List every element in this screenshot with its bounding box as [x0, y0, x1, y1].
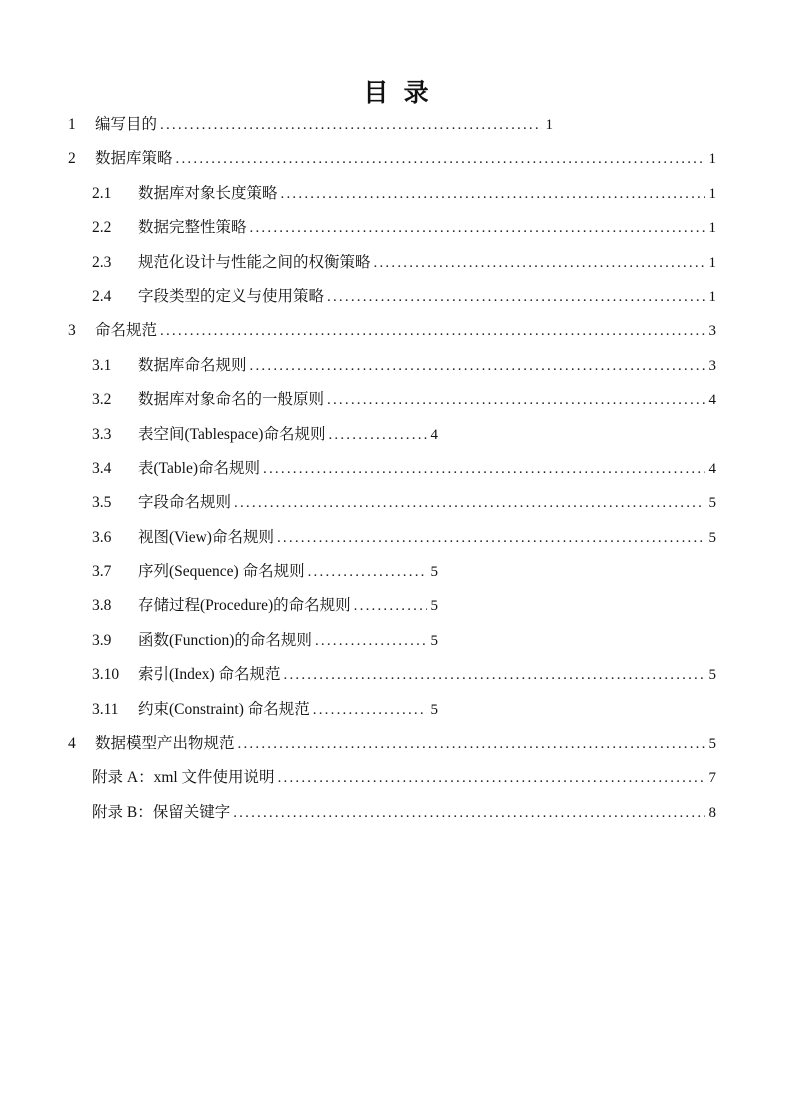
toc-entry-number: 4: [68, 735, 76, 753]
toc-entry-label: 命名规范: [95, 322, 158, 340]
toc-entry-page: 4: [708, 460, 716, 477]
toc-entry-page: 4: [708, 392, 716, 409]
toc-entry-label: 数据完整性策略: [138, 219, 247, 237]
toc-entry-label: 序列(Sequence) 命名规则: [138, 563, 305, 581]
toc-entry-label: 附录 B：保留关键字: [92, 803, 231, 821]
toc-entry-page: 5: [430, 701, 438, 718]
toc-entry-row: [68, 452, 716, 486]
dot-leader: [233, 796, 704, 830]
toc-entry-row: [68, 246, 716, 280]
dot-leader: [308, 555, 427, 589]
dot-leader: [176, 142, 705, 176]
toc-entry-number: 3.10: [92, 666, 120, 684]
toc-entry-page: 1: [708, 185, 716, 202]
toc-entry-page: 5: [708, 736, 716, 753]
toc-entry-label: 数据库命名规则: [138, 356, 247, 374]
toc-entry-row: [68, 658, 716, 692]
dot-leader: [284, 658, 705, 692]
toc-list: [68, 108, 716, 830]
toc-entry-label: 函数(Function)的命名规则: [138, 631, 312, 649]
toc-entry-number: 1: [68, 116, 76, 133]
toc-entry-number: 3.9: [92, 631, 112, 649]
dot-leader: [327, 383, 704, 417]
toc-entry-number: 3: [68, 322, 76, 340]
toc-entry-label: 字段命名规则: [138, 494, 232, 512]
toc-entry-page: 1: [708, 254, 716, 271]
toc-entry-page: 8: [708, 804, 716, 821]
dot-leader: [160, 314, 704, 348]
toc-entry-page: 3: [708, 323, 716, 340]
toc-entry-label: 编写目的: [95, 116, 158, 133]
dot-leader: [327, 280, 704, 314]
toc-entry-number: 2.1: [92, 184, 112, 202]
toc-entry-page: 3: [708, 357, 716, 374]
toc-entry-row: [68, 727, 716, 761]
toc-entry-number: 2.3: [92, 253, 112, 271]
dot-leader: [277, 521, 705, 555]
toc-entry-number: 3.4: [92, 459, 112, 477]
toc-entry-page: 5: [430, 632, 438, 649]
toc-entry-label: 索引(Index) 命名规范: [138, 666, 281, 684]
toc-entry-label: 表空间(Tablespace)命名规则: [138, 425, 326, 443]
toc-entry-number: 3.7: [92, 563, 112, 581]
toc-entry-label: 视图(View)命名规则: [138, 528, 274, 546]
toc-entry-row: [68, 383, 716, 417]
dot-leader: [374, 246, 705, 280]
toc-entry-row: [68, 349, 716, 383]
toc-entry-label: 约束(Constraint) 命名规范: [138, 700, 310, 718]
dot-leader: [281, 177, 705, 211]
dot-leader: [234, 486, 704, 520]
toc-entry-page: 5: [708, 529, 716, 546]
toc-entry-row: [68, 108, 553, 142]
toc-entry-number: 2: [68, 150, 76, 168]
toc-entry-row: [68, 761, 716, 795]
toc-entry-label: 附录 A：xml 文件使用说明: [92, 769, 275, 787]
toc-title: 目 录: [363, 80, 430, 107]
toc-entry-number: 3.2: [92, 391, 112, 409]
dot-leader: [250, 349, 705, 383]
toc-entry-page: 7: [708, 770, 716, 787]
toc-entry-number: 3.6: [92, 528, 112, 546]
dot-leader: [354, 589, 427, 623]
toc-entry-row: [68, 486, 716, 520]
toc-entry-page: 5: [430, 564, 438, 581]
toc-entry-label: 数据库对象长度策略: [138, 184, 278, 202]
toc-entry-number: 2.2: [92, 219, 112, 237]
toc-entry-label: 数据模型产出物规范: [95, 735, 235, 753]
dot-leader: [263, 452, 704, 486]
toc-entry-page: 5: [708, 495, 716, 512]
toc-entry-page: 4: [430, 426, 438, 443]
toc-entry-row: [68, 418, 438, 452]
toc-entry-page: 5: [430, 598, 438, 615]
toc-entry-label: 数据库策略: [95, 150, 173, 168]
toc-entry-number: 2.4: [92, 287, 112, 305]
toc-entry-label: 规范化设计与性能之间的权衡策略: [138, 253, 371, 271]
dot-leader: [313, 693, 427, 727]
toc-entry-page: 1: [708, 288, 716, 305]
toc-entry-row: [68, 589, 438, 623]
toc-entry-row: [68, 624, 438, 658]
dot-leader: [328, 418, 426, 452]
toc-entry-row: [68, 555, 438, 589]
toc-entry-label: 字段类型的定义与使用策略: [138, 287, 325, 305]
toc-entry-number: 3.1: [92, 356, 112, 374]
toc-entry-label: 存储过程(Procedure)的命名规则: [138, 597, 351, 615]
toc-entry-number: 3.11: [92, 700, 119, 718]
toc-entry-page: 1: [708, 151, 716, 168]
toc-entry-row: [68, 142, 716, 176]
dot-leader: [238, 727, 705, 761]
toc-entry-row: [68, 314, 716, 348]
toc-entry-label: 数据库对象命名的一般原则: [138, 391, 325, 409]
toc-entry-label: 表(Table)命名规则: [138, 459, 261, 477]
toc-entry-row: [68, 177, 716, 211]
toc-entry-row: [68, 280, 716, 314]
toc-entry-number: 3.5: [92, 494, 112, 512]
toc-entry-row: [68, 693, 438, 727]
dot-leader: [160, 108, 541, 142]
dot-leader: [278, 761, 705, 795]
toc-entry-number: 3.8: [92, 597, 112, 615]
dot-leader: [315, 624, 427, 658]
toc-entry-row: [68, 796, 716, 830]
toc-entry-row: [68, 211, 716, 245]
toc-entry-row: [68, 521, 716, 555]
toc-entry-page: 5: [708, 667, 716, 684]
dot-leader: [250, 211, 705, 245]
toc-entry-page: 1: [708, 220, 716, 237]
toc-entry-number: 3.3: [92, 425, 112, 443]
toc-entry-page: 1: [545, 117, 553, 133]
